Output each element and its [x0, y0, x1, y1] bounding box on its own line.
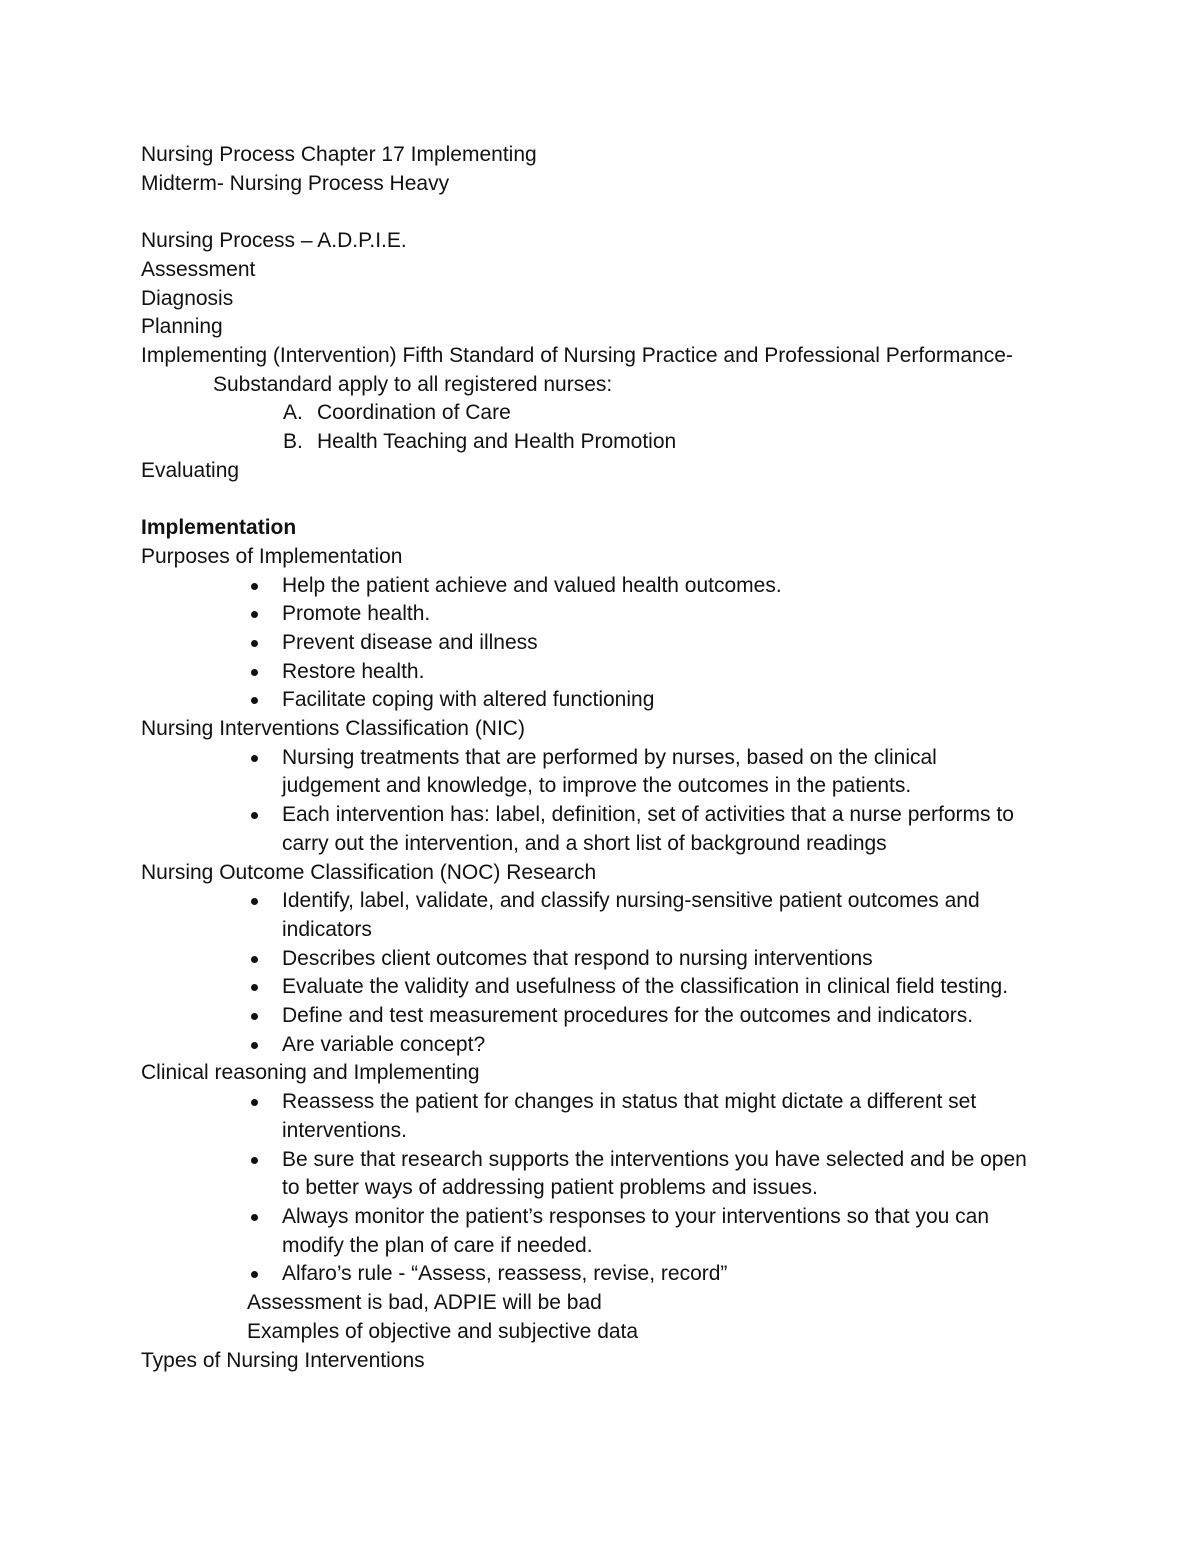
list-item: Reassess the patient for changes in status that might dictate a different set interventions. — [245, 1088, 1061, 1145]
clinical-note: Assessment is bad, ADPIE will be bad — [247, 1291, 602, 1315]
list-item: Are variable concept? — [245, 1031, 1061, 1060]
list-marker: B. — [283, 430, 303, 454]
bullet-icon — [251, 1013, 258, 1020]
bullet-icon — [251, 1157, 258, 1164]
document-page — [141, 141, 1061, 1375]
adpie-evaluating: Evaluating — [141, 458, 240, 482]
clinical-title: Clinical reasoning and Implementing — [141, 1061, 480, 1085]
types-heading: Types of Nursing Interventions — [141, 1348, 425, 1372]
bullet-icon — [251, 1042, 258, 1049]
adpie-heading: Nursing Process – A.D.P.I.E. — [141, 229, 407, 253]
implementation-heading: Implementation — [141, 516, 297, 540]
list-item: Alfaro’s rule - “Assess, reassess, revise, record” — [245, 1260, 1061, 1289]
adpie-planning: Planning — [141, 315, 223, 339]
bullet-icon — [251, 1214, 258, 1221]
bullet-icon — [251, 611, 258, 618]
bullet-icon — [251, 956, 258, 963]
list-item: Nursing treatments that are performed by nurses, based on the clinical judgement and knowledge, to improve the outcomes in the patients. — [245, 744, 1061, 801]
purposes-list — [141, 572, 1061, 716]
document-subtitle: Midterm- Nursing Process Heavy — [141, 171, 450, 195]
list-item-text: Health Teaching and Health Promotion — [317, 430, 677, 454]
bullet-icon — [251, 697, 258, 704]
bullet-icon — [251, 984, 258, 991]
clinical-note: Examples of objective and subjective data — [247, 1319, 639, 1343]
substandard-list — [141, 399, 1061, 456]
nic-title: Nursing Interventions Classification (NIC) — [141, 717, 525, 741]
bullet-icon — [251, 669, 258, 676]
adpie-substandard: Substandard apply to all registered nurses: — [213, 372, 613, 396]
list-item-text: Coordination of Care — [317, 401, 511, 425]
spacer — [141, 198, 1061, 227]
bullet-icon — [251, 583, 258, 590]
adpie-implementing: Implementing (Intervention) Fifth Standard of Nursing Practice and Professional Performance- — [141, 343, 1013, 367]
bullet-icon — [251, 1099, 258, 1106]
list-item: Facilitate coping with altered functioning — [245, 686, 1061, 715]
list-item: Identify, label, validate, and classify nursing-sensitive patient outcomes and indicators — [245, 887, 1061, 944]
adpie-assessment: Assessment — [141, 257, 256, 281]
list-item: Each intervention has: label, definition, set of activities that a nurse performs to carry out the intervention, and a short list of background readings — [245, 801, 1061, 858]
bullet-icon — [251, 1271, 258, 1278]
adpie-diagnosis: Diagnosis — [141, 286, 234, 310]
list-item — [283, 399, 1061, 428]
bullet-icon — [251, 755, 258, 762]
list-item: Always monitor the patient’s responses to your interventions so that you can modify the plan of care if needed. — [245, 1203, 1061, 1260]
document-title: Nursing Process Chapter 17 Implementing — [141, 143, 537, 166]
list-item: Prevent disease and illness — [245, 629, 1061, 658]
list-item — [283, 428, 1061, 457]
list-item: Be sure that research supports the interventions you have selected and be open to better ways of addressing patient problems and issues. — [245, 1146, 1061, 1203]
list-item: Help the patient achieve and valued health outcomes. — [245, 572, 1061, 601]
spacer — [141, 485, 1061, 514]
list-item: Evaluate the validity and usefulness of the classification in clinical field testing. — [245, 973, 1061, 1002]
noc-list — [141, 887, 1061, 1059]
list-marker: A. — [283, 401, 303, 425]
list-item: Promote health. — [245, 600, 1061, 629]
nic-list — [141, 744, 1061, 859]
bullet-icon — [251, 812, 258, 819]
purposes-title: Purposes of Implementation — [141, 544, 403, 568]
bullet-icon — [251, 640, 258, 647]
bullet-icon — [251, 898, 258, 905]
noc-title: Nursing Outcome Classification (NOC) Research — [141, 860, 597, 884]
clinical-list — [141, 1088, 1061, 1289]
list-item: Restore health. — [245, 658, 1061, 687]
list-item: Define and test measurement procedures for the outcomes and indicators. — [245, 1002, 1061, 1031]
list-item: Describes client outcomes that respond to nursing interventions — [245, 945, 1061, 974]
